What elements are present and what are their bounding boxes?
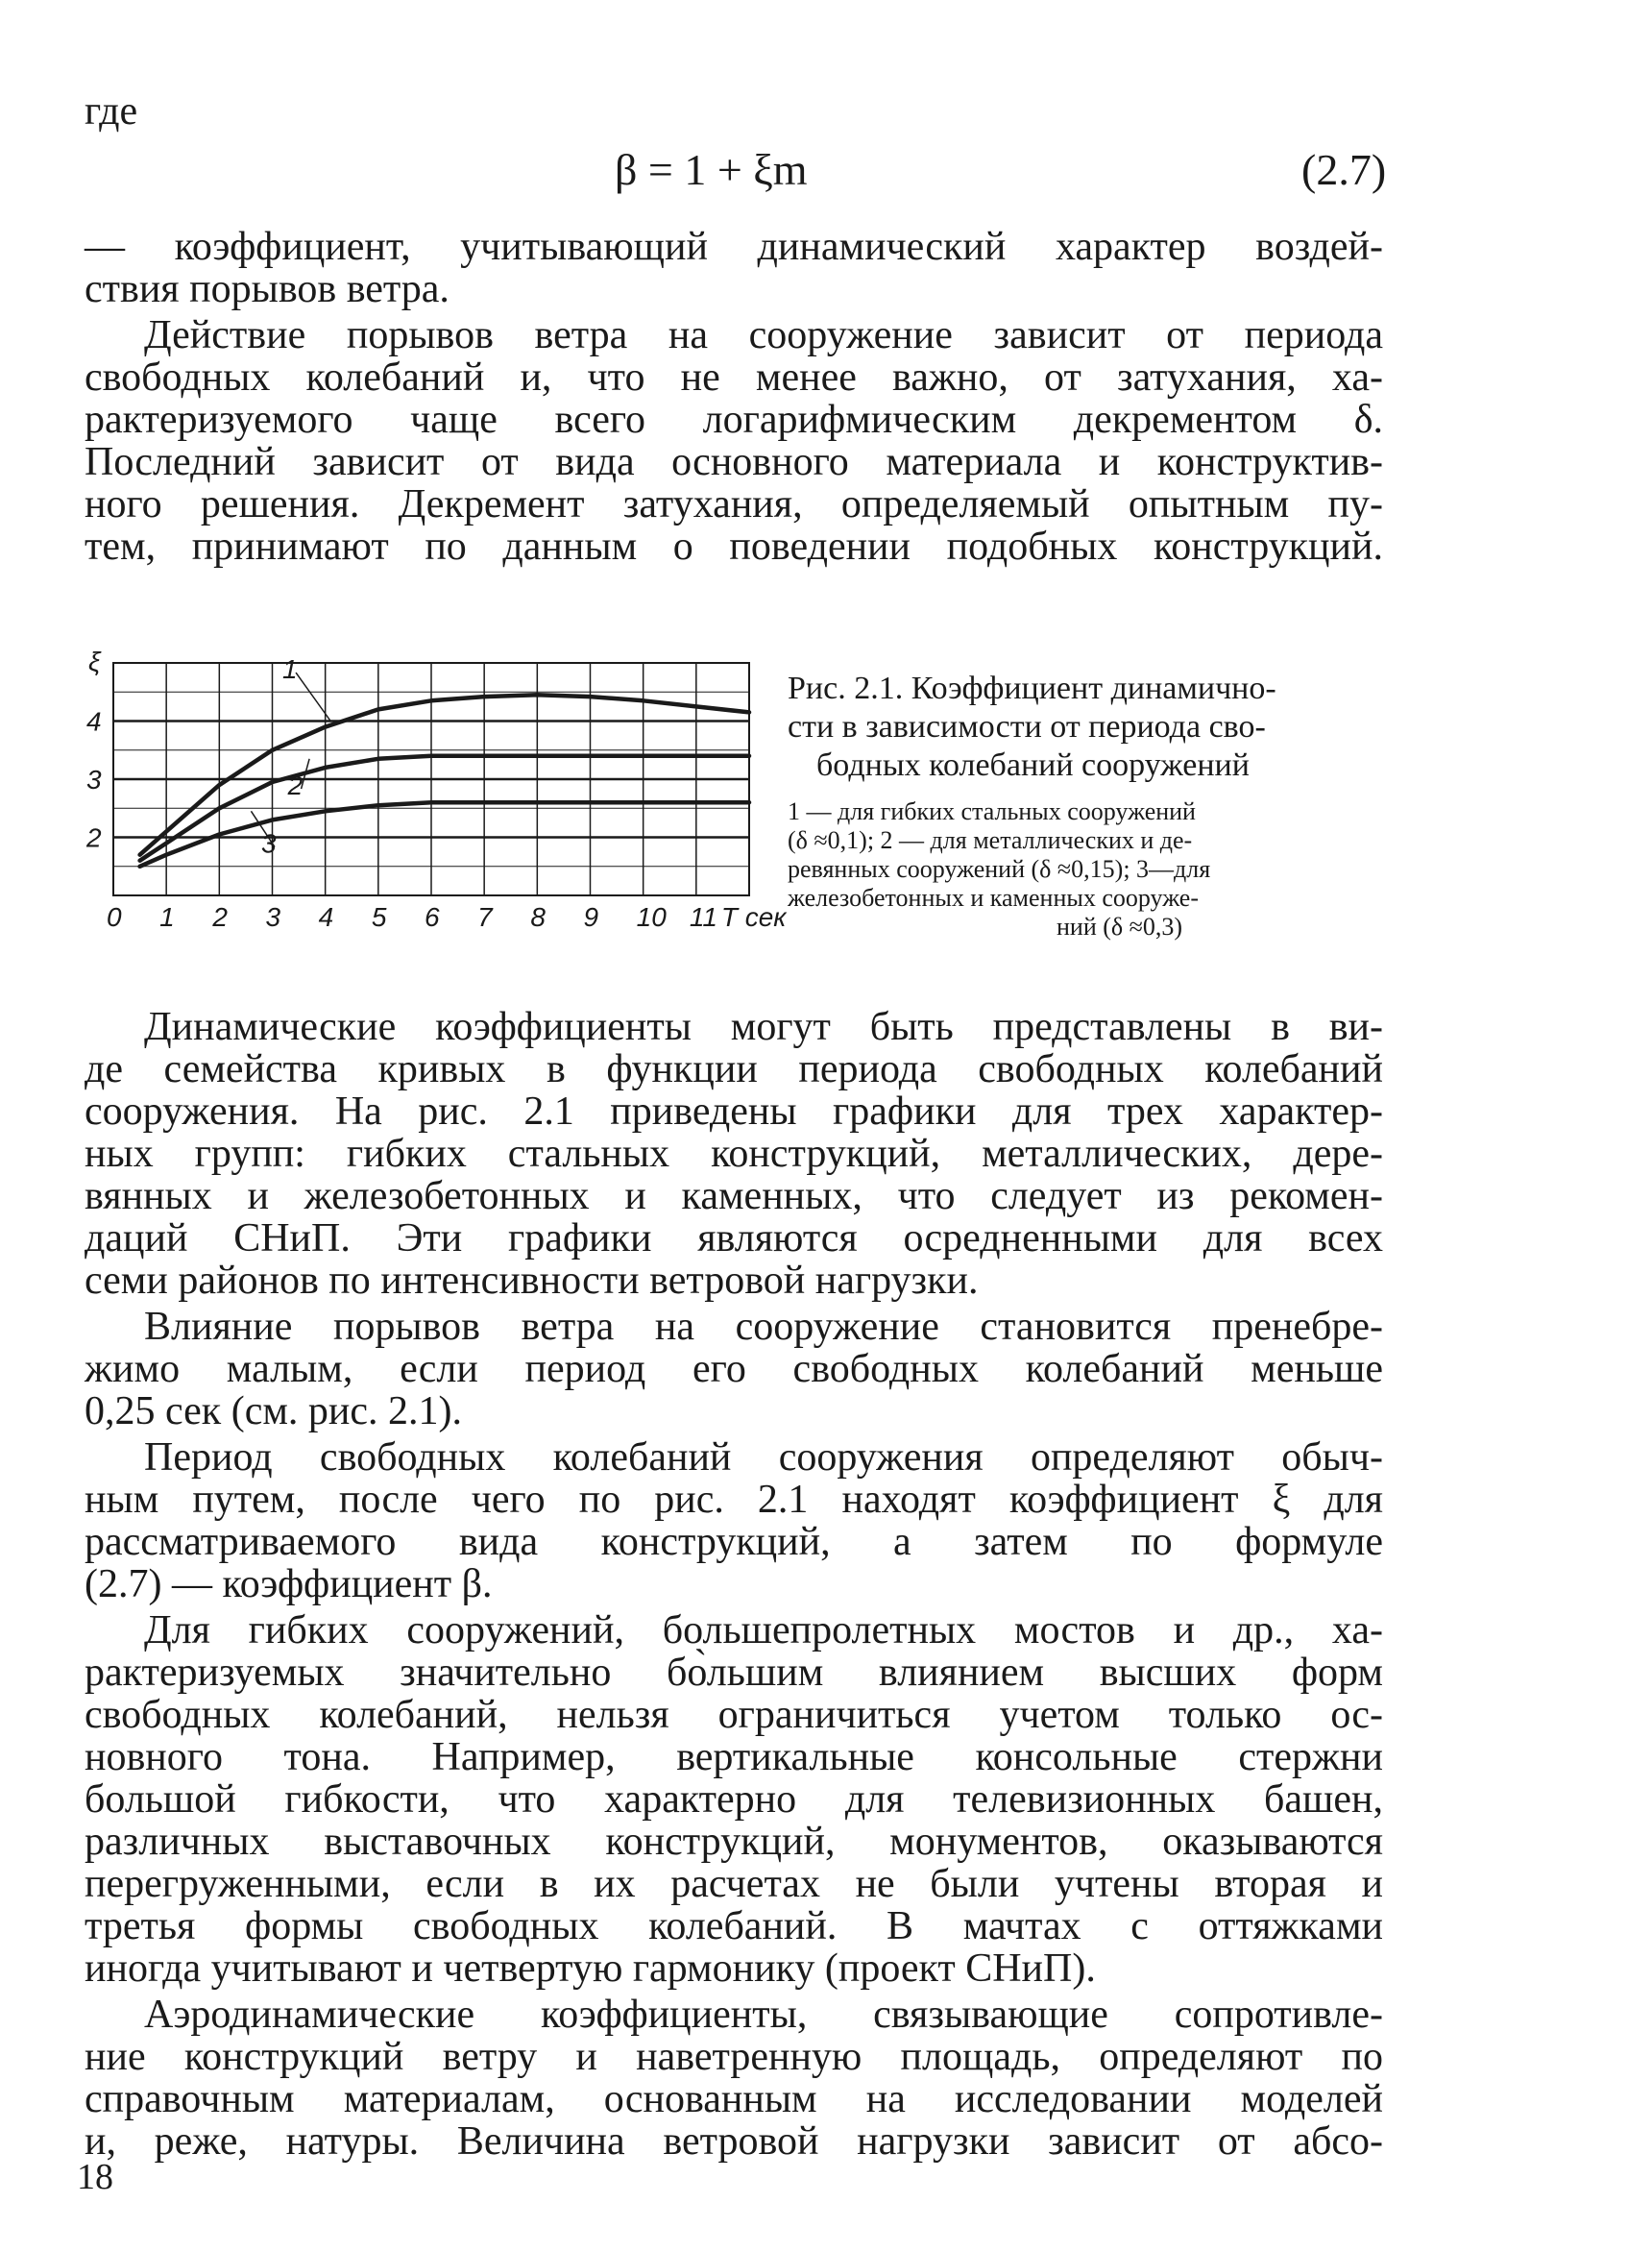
text-line: (2.7) — коэффициент β. — [85, 1562, 493, 1606]
text-line: ным путем, после чего по рис. 2.1 находят коэффициент ξ для — [85, 1478, 1383, 1522]
text-line: Действие порывов ветра на сооружение зависит от периода — [144, 313, 1383, 357]
caption-title-line: бодных колебаний сооружений — [816, 747, 1250, 783]
caption-legend-line: (δ ≈0,1); 2 — для металлических и де- — [788, 826, 1193, 854]
text-line: свободных колебаний и, что не менее важно, от затухания, ха- — [85, 355, 1383, 400]
text-line: Аэродинамические коэффициенты, связывающие сопротивле- — [144, 1993, 1383, 2037]
text-line: большой гибкости, что характерно для телевизионных башен, — [85, 1777, 1383, 1822]
text-line: иногда учитывают и четвертую гармонику (проект СНиП). — [85, 1946, 1096, 1991]
text-line: рактеризуемого чаще всего логарифмическим декрементом δ. — [85, 398, 1383, 442]
text-line: рактеризуемых значительно бо̀льшим влиянием высших форм — [85, 1651, 1383, 1695]
caption-legend-line: железобетонных и каменных сооруже- — [788, 884, 1200, 912]
x-tick-label: 6 — [425, 902, 440, 932]
text-line: свободных колебаний, нельзя ограничиться учетом только ос- — [85, 1693, 1383, 1737]
curve-label: 3 — [260, 828, 277, 859]
caption-title-line: сти в зависимости от периода сво- — [788, 709, 1266, 745]
curve-series-3 — [140, 802, 749, 867]
text-line: третья формы свободных колебаний. В мачтах с оттяжками — [85, 1904, 1383, 1948]
text-line: тем, принимают по данным о поведении подобных конструкций. — [85, 525, 1383, 569]
text-line: ных групп: гибких стальных конструкций, металлических, дере- — [85, 1132, 1383, 1176]
y-axis-symbol: ξ — [88, 647, 101, 676]
x-tick-label: 9 — [583, 902, 599, 932]
text-line: ние конструкций ветру и наветренную площадь, определяют по — [85, 2035, 1383, 2079]
caption-title-line: Рис. 2.1. Коэффициент динамично- — [788, 671, 1276, 706]
x-tick-label: 7 — [477, 902, 493, 932]
x-tick-label: 2 — [212, 902, 228, 932]
caption-legend-line: 1 — для гибких стальных сооружений — [788, 797, 1196, 825]
page-number: 18 — [77, 2157, 113, 2197]
text-line: даций СНиП. Эти графики являются осредненными для всех — [85, 1216, 1383, 1261]
x-tick-label: 3 — [265, 902, 281, 932]
text-line: и, реже, натуры. Величина ветровой нагрузки зависит от абсо- — [85, 2119, 1383, 2164]
chart-ticks — [85, 647, 788, 932]
x-tick-label: 8 — [530, 902, 546, 932]
curve-label: 2 — [287, 771, 304, 801]
text-line: ствия порывов ветра. — [85, 267, 449, 311]
formula-number: (2.7) — [1301, 145, 1387, 194]
text-line: сооружения. На рис. 2.1 приведены графики для трех характер- — [85, 1089, 1383, 1134]
text-line: Динамические коэффициенты могут быть представлены в ви- — [144, 1005, 1383, 1049]
chart-curves — [140, 654, 749, 867]
figure-2-1-chart — [86, 644, 787, 932]
text-line: 0,25 сек (см. рис. 2.1). — [85, 1389, 463, 1433]
text-line: рассматриваемого вида конструкций, а затем по формуле — [85, 1520, 1383, 1564]
text-line: различных выставочных конструкций, монументов, оказываются — [85, 1820, 1383, 1864]
x-tick-label: 1 — [159, 902, 175, 932]
text-line: жимо малым, если период его свободных колебаний меньше — [85, 1347, 1383, 1391]
caption-legend-line: ревянных сооружений (δ ≈0,15); 3—для — [788, 855, 1211, 883]
y-tick-label: 4 — [86, 706, 102, 737]
text-line: де семейства кривых в функции периода свободных колебаний — [85, 1047, 1383, 1091]
text-line: Для гибких сооружений, большепролетных мостов и др., ха- — [144, 1608, 1383, 1652]
text-line: перегруженными, если в их расчетах не были учтены вторая и — [85, 1862, 1383, 1906]
text-line: Период свободных колебаний сооружения определяют обыч- — [144, 1435, 1383, 1480]
text-line: новного тона. Например, вертикальные консольные стержни — [85, 1735, 1383, 1779]
text-line: — коэффициент, учитывающий динамический характер воздей- — [85, 225, 1383, 269]
where-word: где — [85, 89, 138, 134]
y-tick-label: 2 — [86, 822, 102, 853]
text-line: справочным материалам, основанным на исследовании моделей — [85, 2077, 1383, 2121]
text-line: семи районов по интенсивности ветровой нагрузки. — [85, 1259, 979, 1303]
text-line: Влияние порывов ветра на сооружение становится пренебре- — [144, 1305, 1383, 1349]
x-tick-label: 5 — [371, 902, 387, 932]
curve-label: 1 — [282, 654, 298, 685]
x-tick-label: 10 — [636, 902, 667, 932]
chart-grid — [113, 663, 749, 895]
text-line: ного решения. Декремент затухания, определяемый опытным пу- — [85, 482, 1383, 526]
y-tick-label: 3 — [86, 765, 102, 795]
text-line: Последний зависит от вида основного материала и конструктив- — [85, 440, 1383, 484]
text-line: вянных и железобетонных и каменных, что следует из рекомен- — [85, 1174, 1383, 1218]
x-tick-label: 4 — [318, 902, 334, 932]
x-unit-label: Т сек — [720, 902, 787, 932]
x-tick-label: 11 — [689, 902, 717, 932]
x-tick-label: 0 — [107, 902, 122, 932]
formula-2-7: β = 1 + ξm — [615, 145, 808, 194]
caption-legend-line: ний (δ ≈0,3) — [1057, 913, 1183, 941]
